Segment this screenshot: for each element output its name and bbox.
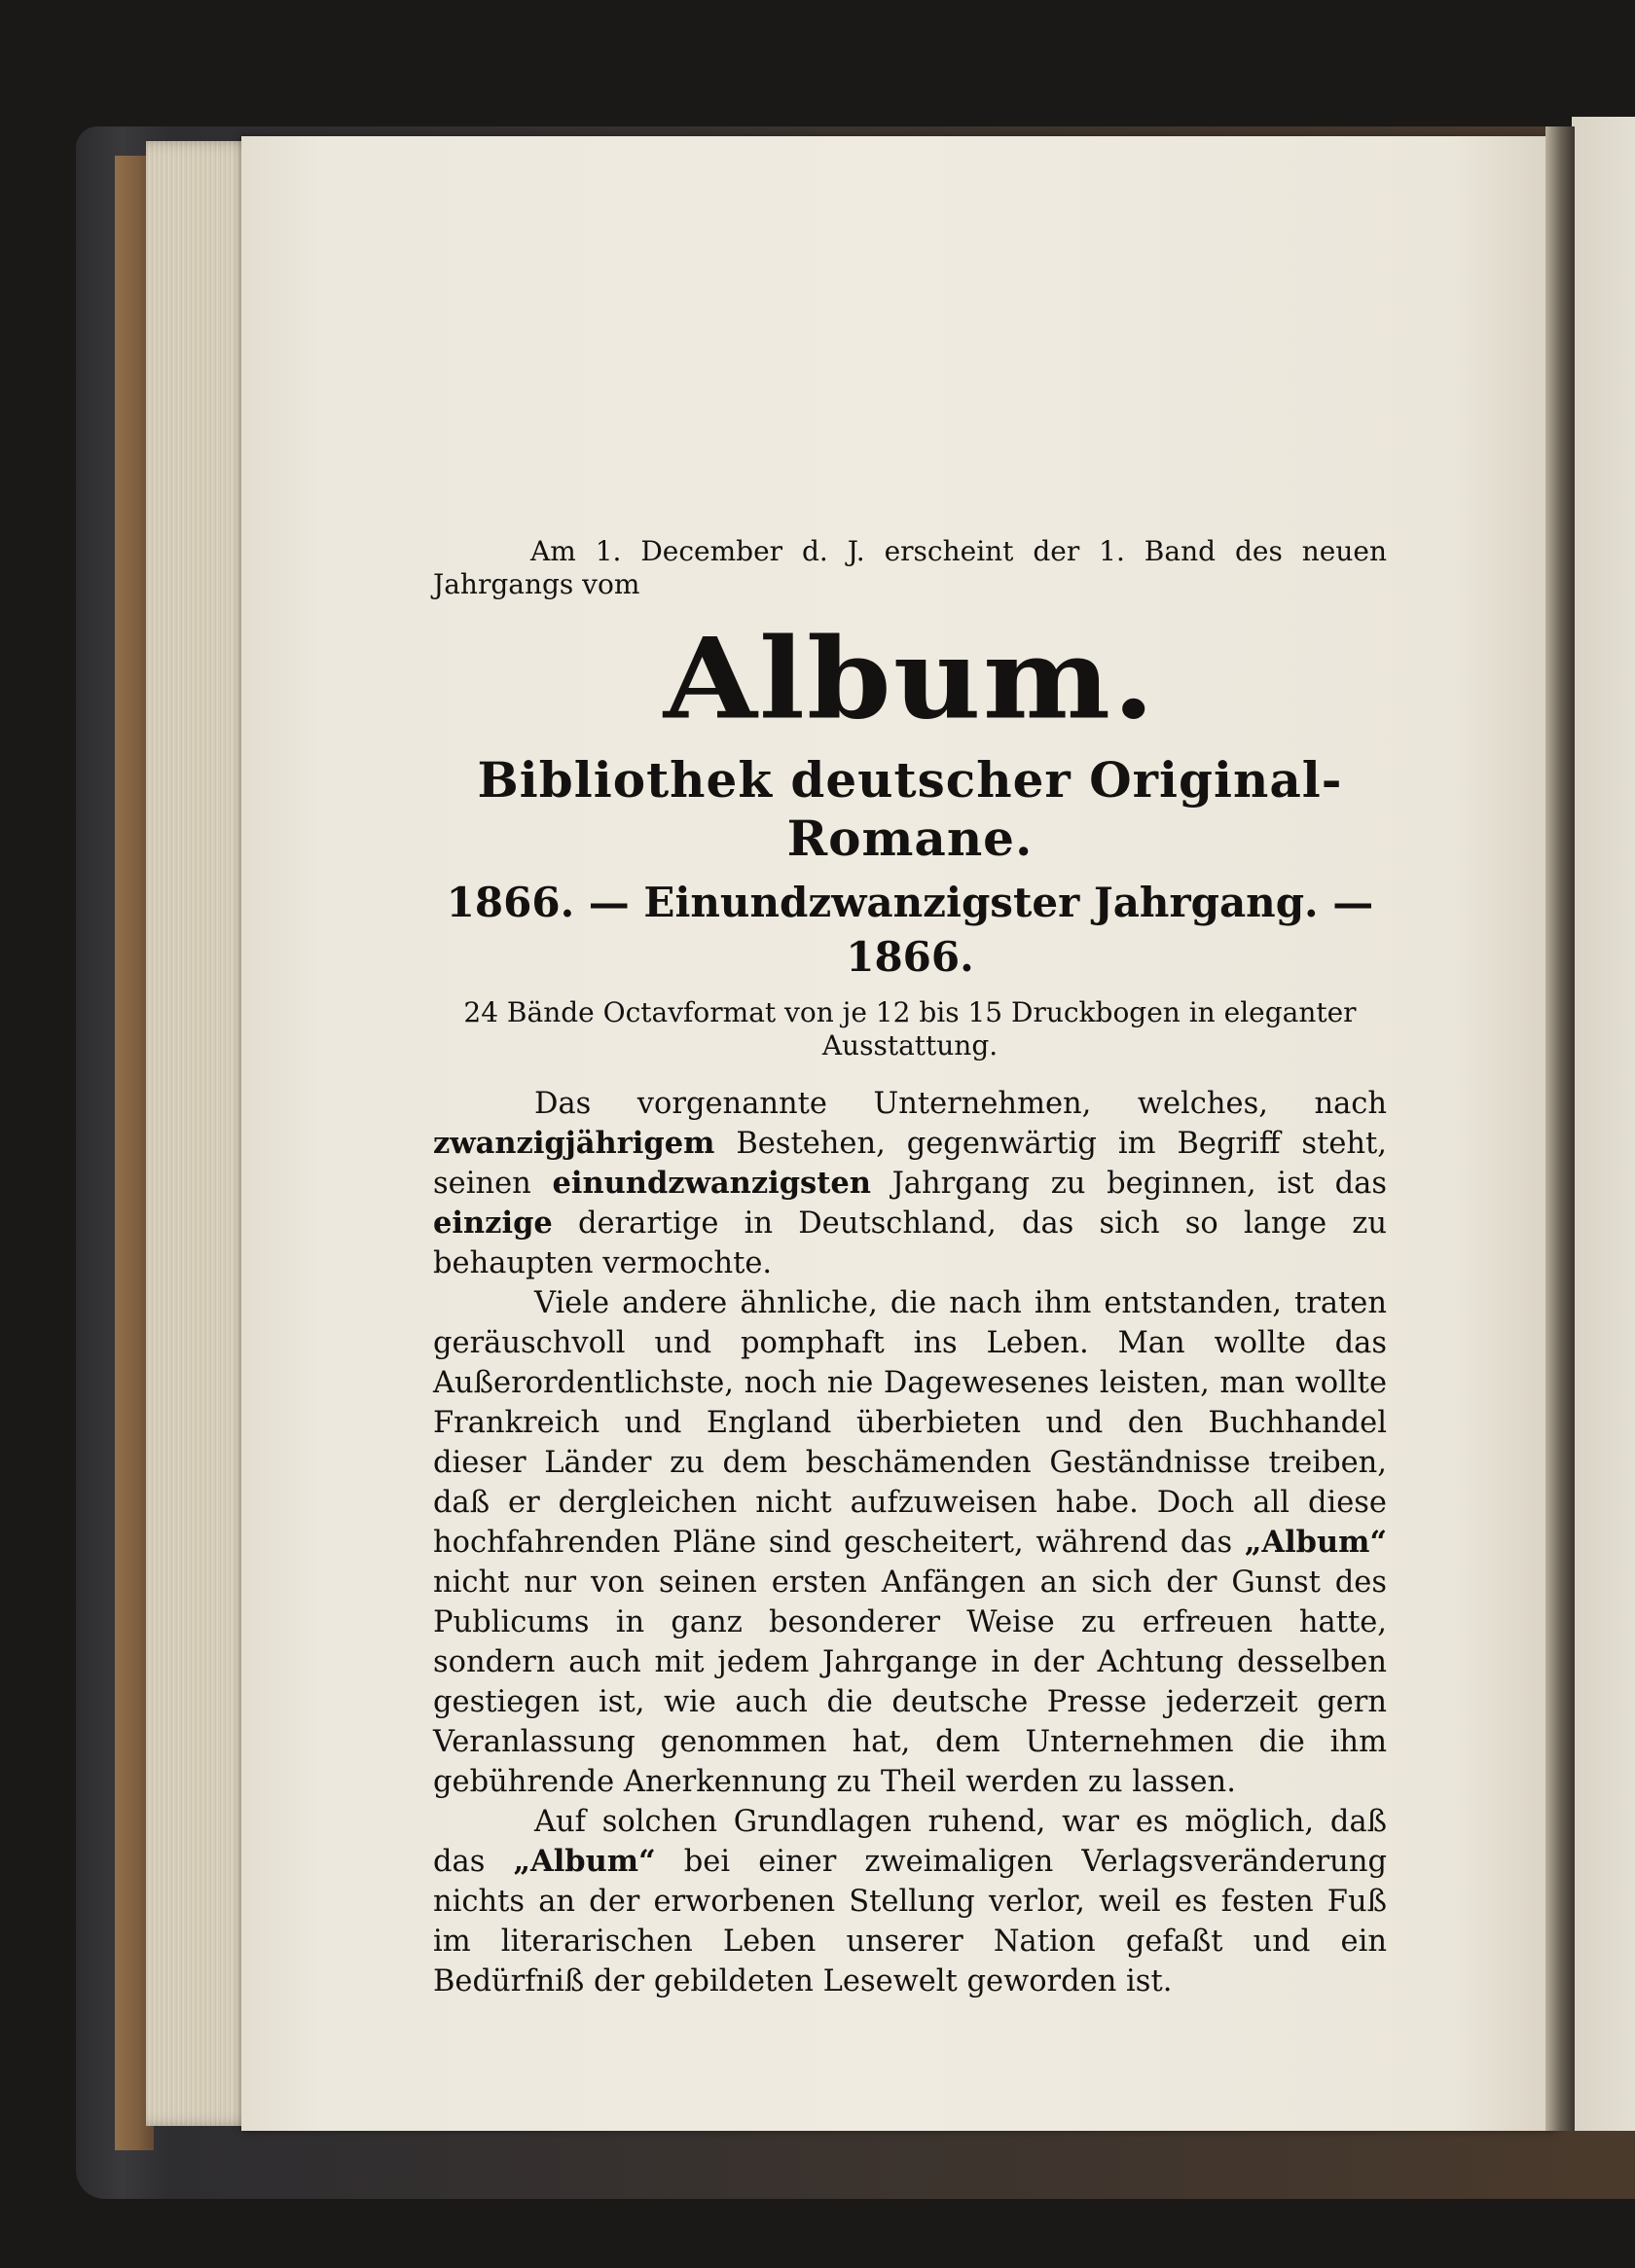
- album-title: Album.: [663, 614, 1157, 745]
- para3-text-2: bei einer zweimaligen Verlagsveränderung nichts an der erworbenen Stellung verlor, weil es festen Fuß im literarischen Leben unserer Nation gefaßt und ein Bedürfniß der gebildeten Lesewelt geworden ist.: [433, 1845, 1387, 1998]
- paragraph-1: [433, 1084, 1387, 1283]
- para2-text-2: nicht nur von seinen ersten Anfängen an sich der Gunst des Publicums in ganz besonderer Weise zu erfreuen hatte, sondern auch mit jedem Jahrgange in der Achtung desselben gestiegen ist, wie auch die deutsche Presse jederzeit gern Veranlassung genommen hat, dem Unternehmen die ihm gebührende Anerkennung zu Theil werden zu lassen.: [433, 1566, 1387, 1799]
- para1-bold-3: einzige: [433, 1206, 553, 1241]
- para1-bold-2: einundzwanzigsten: [552, 1166, 871, 1201]
- paragraph-2: [433, 1283, 1387, 1802]
- para1-text-3: Jahrgang zu beginnen, ist das: [870, 1167, 1387, 1201]
- intro-text: Am 1. December d. J. erscheint der 1. Band des neuen Jahrgangs vom: [433, 535, 1387, 600]
- para1-text-4: derartige in Deutschland, das sich so lange zu behaupten vermochte.: [433, 1206, 1387, 1280]
- para2-bold-1: „Album“: [1244, 1525, 1387, 1560]
- para1-text-2: Bestehen, gegenwärtig im Begriff steht, seinen: [433, 1127, 1387, 1201]
- year-line: 1866. — Einundzwanzigster Jahrgang. — 1866.: [446, 879, 1374, 981]
- page-content: [433, 535, 1387, 2001]
- para3-text-1: Auf solchen Grundlagen ruhend, war es möglich, daß das: [433, 1805, 1387, 1879]
- para3-bold-1: „Album“: [513, 1844, 656, 1879]
- para1-text-1: Das vorgenannte Unternehmen, welches, nach: [534, 1087, 1387, 1121]
- book-gutter: [1545, 126, 1575, 2131]
- facing-page-edge: [1572, 117, 1635, 2131]
- subtitle: Bibliothek deutscher Original-Romane.: [477, 751, 1343, 867]
- format-note: 24 Bände Octavformat von je 12 bis 15 Druckbogen in eleganter Ausstattung.: [463, 996, 1357, 1062]
- paragraph-3: [433, 1802, 1387, 2001]
- para2-text-1: Viele andere ähnliche, die nach ihm entstanden, traten geräuschvoll und pomphaft ins Leben. Man wollte das Außerordentlichste, noch nie Dagewesenes leisten, man wollte Frankreich und England überbieten und den Buchhandel dieser Länder zu dem beschämenden Geständnisse treiben, daß er dergleichen nicht aufzuweisen habe. Doch all diese hochfahrenden Pläne sind gescheitert, während das: [433, 1286, 1387, 1560]
- para1-bold-1: zwanzigjährigem: [433, 1126, 715, 1161]
